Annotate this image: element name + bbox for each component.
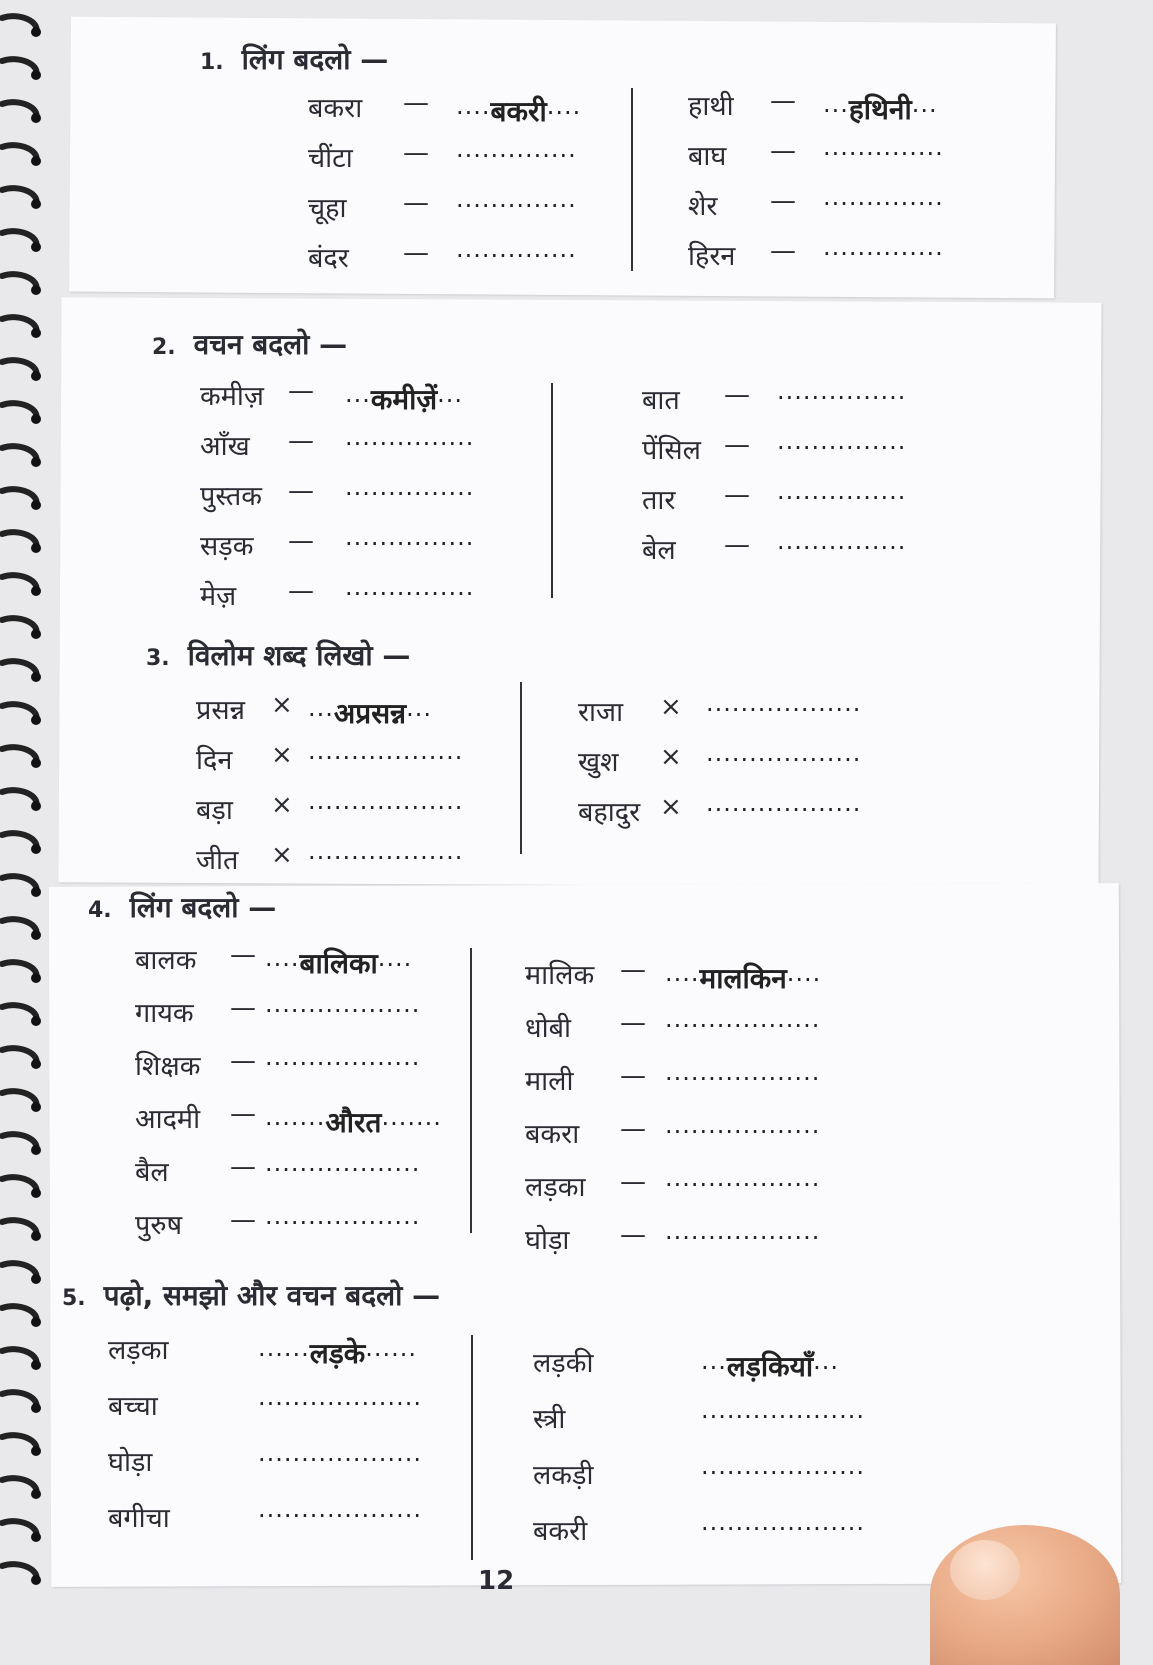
- answer-blank[interactable]: ···कमीज़ें···: [345, 383, 464, 416]
- answer-blank[interactable]: ···············: [777, 534, 907, 562]
- column-divider: [551, 383, 553, 598]
- question-word: बड़ा: [196, 795, 233, 826]
- question-word: पुरुष: [135, 1210, 183, 1241]
- question-word: शेर: [688, 191, 718, 222]
- dash-sign: —: [403, 188, 429, 218]
- dash-sign: —: [724, 380, 750, 410]
- spiral-coil: [2, 231, 41, 252]
- question-word: मेज़: [200, 581, 237, 612]
- exercise-row: [200, 376, 520, 426]
- spiral-coil: [2, 1564, 41, 1585]
- spiral-coil: [2, 919, 41, 940]
- exercise-row: [135, 1205, 465, 1258]
- question-word: बकरा: [308, 93, 363, 124]
- dash-sign: —: [770, 86, 796, 116]
- answer-text: बकरी: [490, 95, 547, 128]
- exercise-row: [642, 380, 942, 430]
- dash-sign: —: [620, 955, 646, 985]
- spiral-coil: [2, 1091, 41, 1112]
- exercise-row: [642, 430, 942, 480]
- question-word: घोड़ा: [525, 1225, 570, 1256]
- column-divider: [631, 88, 633, 271]
- spiral-coil: [2, 704, 41, 725]
- answer-blank[interactable]: ······लड़के······: [258, 1337, 418, 1370]
- left-column: [308, 88, 608, 288]
- right-column: [642, 380, 942, 580]
- exercise-row: [200, 526, 520, 576]
- exercise-row: [308, 188, 608, 238]
- answer-blank[interactable]: ···············: [777, 434, 907, 462]
- exercise-row: [525, 1114, 855, 1167]
- spiral-coil: [2, 833, 41, 854]
- answer-blank[interactable]: ····मालकिन····: [665, 962, 822, 995]
- answer-blank[interactable]: ···············: [777, 384, 907, 412]
- cross-sign: ×: [271, 790, 293, 820]
- cross-sign: ×: [660, 692, 682, 722]
- right-column: [533, 1343, 893, 1567]
- answer-blank[interactable]: ···················: [258, 1502, 422, 1530]
- question-word: घोड़ा: [108, 1447, 153, 1478]
- dash-sign: —: [230, 993, 256, 1023]
- question-word: लड़की: [533, 1348, 594, 1379]
- spiral-coil: [2, 1048, 41, 1069]
- question-word: हिरन: [688, 241, 736, 272]
- left-column: [108, 1330, 448, 1554]
- spiral-coil: [2, 102, 41, 123]
- spiral-coil: [2, 403, 41, 424]
- exercise-row: [688, 86, 988, 136]
- question-word: स्त्री: [533, 1404, 566, 1435]
- question-word: लकड़ी: [533, 1460, 594, 1491]
- answer-blank[interactable]: ··················: [265, 1050, 421, 1078]
- question-word: बकरी: [533, 1516, 588, 1547]
- spiral-coil: [2, 575, 41, 596]
- answer-blank[interactable]: ··················: [665, 1012, 821, 1040]
- exercise-row: [108, 1498, 448, 1554]
- question-word: लड़का: [108, 1335, 169, 1366]
- spiral-coil: [2, 1392, 41, 1413]
- spiral-coil: [2, 274, 41, 295]
- question-word: पेंसिल: [642, 435, 701, 466]
- dash-sign: —: [288, 426, 314, 456]
- exercise-title: [88, 888, 276, 926]
- dash-sign: —: [770, 136, 796, 166]
- exercise-row: [108, 1330, 448, 1386]
- spiral-coil: [2, 360, 41, 381]
- question-word: बैल: [135, 1157, 169, 1188]
- exercise-row: [308, 238, 608, 288]
- answer-blank[interactable]: ···················: [701, 1459, 865, 1487]
- question-word: प्रसन्न: [196, 695, 246, 726]
- answer-blank[interactable]: ··············: [456, 142, 577, 170]
- answer-blank[interactable]: ··················: [308, 794, 464, 822]
- answer-blank[interactable]: ···············: [345, 530, 475, 558]
- spiral-coil: [2, 1005, 41, 1026]
- answer-text: लड़कियाँ: [726, 1350, 814, 1383]
- exercise-row: [525, 1167, 855, 1220]
- exercise-row: [688, 236, 988, 286]
- exercise-row: [135, 1152, 465, 1205]
- question-word: बालक: [135, 945, 197, 976]
- answer-blank[interactable]: ··············: [823, 240, 944, 268]
- answer-blank[interactable]: ··················: [706, 696, 862, 724]
- spiral-coil: [2, 145, 41, 166]
- answer-blank[interactable]: ··················: [265, 1156, 421, 1184]
- exercise-title: [200, 40, 388, 78]
- exercise-row: [196, 840, 516, 890]
- column-divider: [471, 1335, 473, 1560]
- dash-sign: —: [230, 1046, 256, 1076]
- exercise-instruction: विलोम शब्द लिखो —: [187, 639, 411, 672]
- exercise-row: [578, 742, 898, 792]
- dash-sign: —: [403, 138, 429, 168]
- dash-sign: —: [724, 430, 750, 460]
- dash-sign: —: [620, 1167, 646, 1197]
- exercise-row: [200, 426, 520, 476]
- cross-sign: ×: [660, 742, 682, 772]
- spiral-coil: [2, 188, 41, 209]
- exercise-row: [135, 940, 465, 993]
- exercise-instruction: वचन बदलो —: [193, 328, 348, 361]
- spiral-coil: [2, 1220, 41, 1241]
- spiral-coil: [2, 489, 41, 510]
- exercise-row: [533, 1343, 893, 1399]
- question-word: चींटा: [308, 143, 353, 174]
- question-word: बगीचा: [108, 1503, 170, 1534]
- answer-blank[interactable]: ···अप्रसन्न···: [308, 697, 432, 730]
- question-word: बकरा: [525, 1119, 580, 1150]
- exercise-row: [308, 88, 608, 138]
- spiral-coil: [2, 532, 41, 553]
- exercise-row: [533, 1399, 893, 1455]
- question-word: गायक: [135, 998, 194, 1029]
- exercise-row: [200, 576, 520, 626]
- answer-blank[interactable]: ···················: [701, 1403, 865, 1431]
- dash-sign: —: [230, 1099, 256, 1129]
- question-word: माली: [525, 1066, 574, 1097]
- dash-sign: —: [620, 1220, 646, 1250]
- answer-blank[interactable]: ····बकरी····: [456, 95, 582, 128]
- exercise-number: 5.: [62, 1286, 86, 1311]
- question-word: दिन: [196, 745, 233, 776]
- exercise-instruction: लिंग बदलो —: [129, 891, 277, 924]
- spiral-coil: [2, 790, 41, 811]
- dash-sign: —: [620, 1114, 646, 1144]
- question-word: मालिक: [525, 960, 595, 991]
- spiral-coil: [2, 1435, 41, 1456]
- question-word: जीत: [196, 845, 239, 876]
- answer-blank[interactable]: ··············: [823, 140, 944, 168]
- exercise-title: [146, 636, 410, 674]
- answer-blank[interactable]: ···················: [258, 1446, 422, 1474]
- spiral-coil: [2, 747, 41, 768]
- thumbnail: [950, 1540, 1020, 1600]
- question-word: राजा: [578, 697, 624, 728]
- spiral-coil: [2, 59, 41, 80]
- answer-blank[interactable]: ··················: [665, 1171, 821, 1199]
- exercise-instruction: लिंग बदलो —: [241, 43, 389, 76]
- exercise-number: 2.: [152, 335, 176, 360]
- exercise-number: 4.: [88, 898, 112, 923]
- spiral-coil: [2, 962, 41, 983]
- exercise-row: [525, 1220, 855, 1273]
- dash-sign: —: [620, 1061, 646, 1091]
- exercise-row: [135, 1099, 465, 1152]
- question-word: बात: [642, 385, 680, 416]
- right-column: [688, 86, 988, 286]
- dash-sign: —: [770, 236, 796, 266]
- exercise-number: 1.: [200, 50, 224, 75]
- question-word: शिक्षक: [135, 1051, 201, 1082]
- answer-blank[interactable]: ····बालिका····: [265, 947, 413, 980]
- question-word: बाघ: [688, 141, 727, 172]
- answer-blank[interactable]: ··················: [665, 1118, 821, 1146]
- column-divider: [520, 682, 522, 854]
- exercise-instruction: पढ़ो, समझो और वचन बदलो —: [103, 1279, 441, 1312]
- right-column: [525, 955, 855, 1273]
- exercise-row: [688, 136, 988, 186]
- question-word: पुस्तक: [200, 481, 262, 512]
- answer-blank[interactable]: ···················: [701, 1515, 865, 1543]
- spiral-coil: [2, 1134, 41, 1155]
- dash-sign: —: [288, 526, 314, 556]
- dash-sign: —: [724, 530, 750, 560]
- answer-blank[interactable]: ··················: [265, 997, 421, 1025]
- left-column: [196, 690, 516, 890]
- dash-sign: —: [288, 476, 314, 506]
- answer-text: औरत: [325, 1106, 382, 1139]
- exercise-row: [525, 1008, 855, 1061]
- exercise-row: [642, 480, 942, 530]
- answer-blank[interactable]: ···············: [345, 430, 475, 458]
- spiral-coil: [2, 16, 41, 37]
- dash-sign: —: [403, 88, 429, 118]
- answer-text: मालकिन: [699, 962, 787, 995]
- question-word: कमीज़: [200, 381, 264, 412]
- spiral-coil: [2, 1177, 41, 1198]
- spiral-coil: [2, 1478, 41, 1499]
- question-word: आदमी: [135, 1104, 201, 1135]
- exercise-row: [533, 1511, 893, 1567]
- column-divider: [470, 948, 472, 1233]
- question-word: बहादुर: [578, 797, 641, 828]
- spiral-coil: [2, 876, 41, 897]
- left-column: [135, 940, 465, 1258]
- exercise-row: [688, 186, 988, 236]
- cross-sign: ×: [271, 740, 293, 770]
- answer-text: हथिनी: [848, 93, 912, 126]
- exercise-row: [108, 1442, 448, 1498]
- answer-text: लड़के: [309, 1337, 366, 1370]
- answer-text: बालिका: [299, 947, 378, 980]
- exercise-title: [62, 1276, 440, 1314]
- question-word: लड़का: [525, 1172, 586, 1203]
- exercise-row: [135, 1046, 465, 1099]
- spiral-coil: [2, 317, 41, 338]
- spiral-coil: [2, 1306, 41, 1327]
- answer-blank[interactable]: ·······औरत·······: [265, 1106, 442, 1139]
- question-word: आँख: [200, 431, 250, 462]
- exercise-row: [533, 1455, 893, 1511]
- dash-sign: —: [230, 1152, 256, 1182]
- spiral-coil: [2, 661, 41, 682]
- left-column: [200, 376, 520, 626]
- answer-blank[interactable]: ···हथिनी···: [823, 93, 938, 126]
- question-word: बंदर: [308, 243, 349, 274]
- dash-sign: —: [230, 940, 256, 970]
- cross-sign: ×: [271, 690, 293, 720]
- answer-blank[interactable]: ··················: [665, 1065, 821, 1093]
- exercise-row: [578, 692, 898, 742]
- dash-sign: —: [288, 376, 314, 406]
- dash-sign: —: [770, 186, 796, 216]
- spiral-coil: [2, 1263, 41, 1284]
- answer-text: अप्रसन्न: [333, 697, 407, 730]
- page-number: 12: [478, 1566, 515, 1596]
- answer-blank[interactable]: ··················: [706, 746, 862, 774]
- question-word: सड़क: [200, 531, 254, 562]
- answer-blank[interactable]: ··················: [265, 1209, 421, 1237]
- exercise-row: [108, 1386, 448, 1442]
- answer-blank[interactable]: ··················: [308, 844, 464, 872]
- question-word: हाथी: [688, 91, 734, 122]
- answer-blank[interactable]: ···············: [777, 484, 907, 512]
- question-word: बेल: [642, 535, 676, 566]
- question-word: धोबी: [525, 1013, 572, 1044]
- spiral-coil: [2, 446, 41, 467]
- exercise-title: [152, 325, 347, 363]
- exercise-row: [525, 1061, 855, 1114]
- question-word: बच्चा: [108, 1391, 158, 1422]
- spiral-coil: [2, 1349, 41, 1370]
- dash-sign: —: [230, 1205, 256, 1235]
- answer-blank[interactable]: ··············: [456, 242, 577, 270]
- exercise-row: [196, 790, 516, 840]
- answer-blank[interactable]: ··················: [665, 1224, 821, 1252]
- dash-sign: —: [403, 238, 429, 268]
- spiral-coil: [2, 618, 41, 639]
- question-word: तार: [642, 485, 676, 516]
- answer-blank[interactable]: ···············: [345, 580, 475, 608]
- dash-sign: —: [620, 1008, 646, 1038]
- answer-blank[interactable]: ··················: [706, 796, 862, 824]
- answer-blank[interactable]: ···लड़कियाँ···: [701, 1350, 839, 1383]
- exercise-row: [642, 530, 942, 580]
- question-word: चूहा: [308, 193, 347, 224]
- exercise-row: [196, 690, 516, 740]
- exercise-row: [578, 792, 898, 842]
- exercise-row: [308, 138, 608, 188]
- spiral-coil: [2, 1521, 41, 1542]
- answer-blank[interactable]: ··············: [823, 190, 944, 218]
- answer-text: कमीज़ें: [370, 383, 438, 416]
- exercise-row: [135, 993, 465, 1046]
- exercise-number: 3.: [146, 646, 170, 671]
- question-word: खुश: [578, 747, 619, 778]
- answer-blank[interactable]: ···············: [345, 480, 475, 508]
- answer-blank[interactable]: ··················: [308, 744, 464, 772]
- right-column: [578, 692, 898, 842]
- thumb: [930, 1525, 1120, 1665]
- exercise-row: [200, 476, 520, 526]
- dash-sign: —: [288, 576, 314, 606]
- dash-sign: —: [724, 480, 750, 510]
- cross-sign: ×: [660, 792, 682, 822]
- exercise-row: [525, 955, 855, 1008]
- cross-sign: ×: [271, 840, 293, 870]
- exercise-row: [196, 740, 516, 790]
- answer-blank[interactable]: ···················: [258, 1390, 422, 1418]
- answer-blank[interactable]: ··············: [456, 192, 577, 220]
